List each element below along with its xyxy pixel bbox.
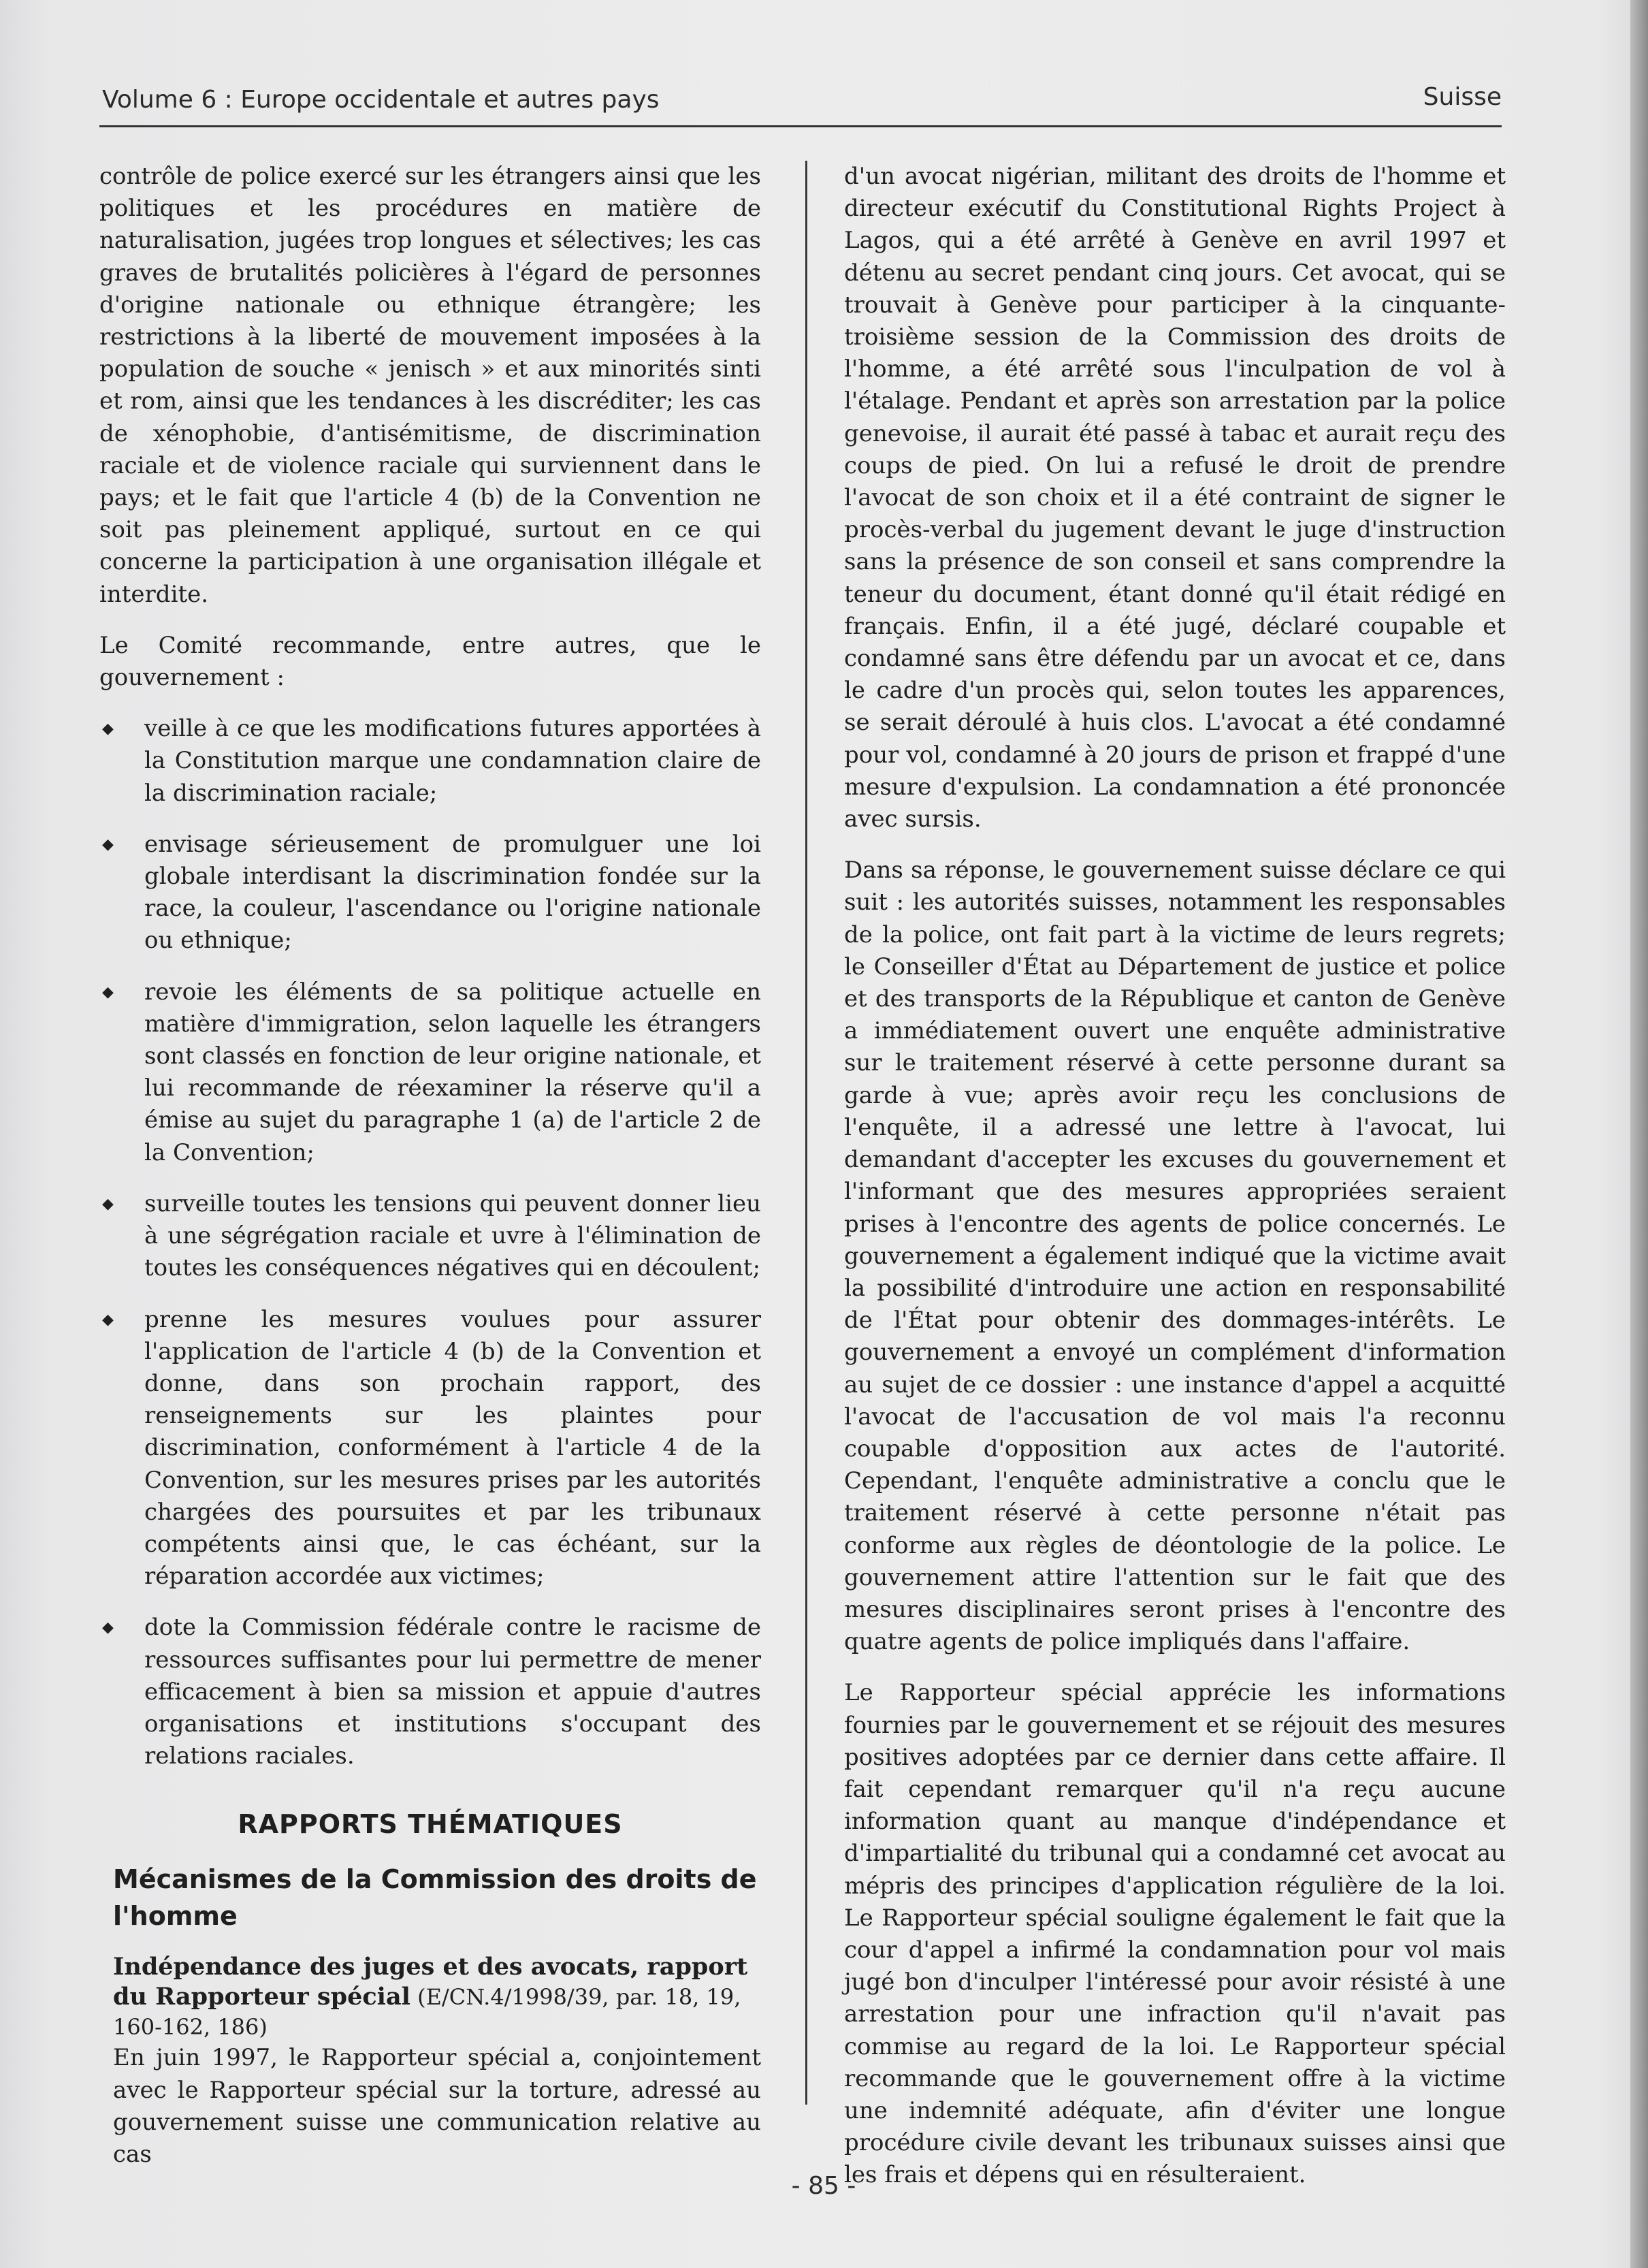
list-item-text: prenne les mesures voulues pour assurer l'application de l'article 4 (b) de la Convention et donne, dans son prochain rapport, des renseignements sur les plaintes pour discrimination, conformément à l'article 4 de la Convention, sur les mesures prises par les autorités chargées des poursuites et par les tribunaux compétents ainsi que, le cas échéant, sur la réparation accordée aux victimes; (144, 1305, 761, 1591)
rapporteur-assessment-paragraph: Le Rapporteur spécial apprécie les informations fournies par le gouvernement et se réjouit des mesures positives adoptées par ce dernier dans cette affaire. Il fait cependant remarquer qu'il n'a reçu aucune information quant au manque d'indépendance et d'impartialité du tribunal qui a condamné cet avocat au mépris des principes d'application régulière de la loi. Le Rapporteur spécial souligne également le fait que la cour d'appel a infirmé la condamnation pour vol mais jugé bon d'inculper l'intéressé pour avoir résisté à une arrestation pour une infraction qu'il n'avait pas commise au regard de la loi. Le Rapporteur spécial recommande que le gouvernement offre à la victime une indemnité adéquate, afin d'éviter une longue procédure civile devant les tribunaux suisses ainsi que les frais et dépens qui en résulteraient. (844, 1679, 1506, 2189)
report-paragraph: En juin 1997, le Rapporteur spécial a, conjointement avec le Rapporteur spécial sur la torture, adressé au gouvernement suisse une communication relative au cas (113, 2044, 761, 2168)
government-response-paragraph: Dans sa réponse, le gouvernement suisse déclare ce qui suit : les autorités suisses, notamment les responsables de la police, ont fait part à la victime de leurs regrets; le Conseiller d'État au Département de justice et police et des transports de la République et canton de Genève a immédiatement ouvert une enquête administrative sur le traitement réservé à cette personne durant sa garde à vue; après avoir reçu les conclusions de l'enquête, il a adressé une lettre à l'avocat, lui demandant d'accepter les excuses du gouvernement et l'informant que des mesures appropriées seraient prises à l'encontre des agents de police concernés. Le gouvernement a également indiqué que la victime avait la possibilité d'introduire une action en responsabilité de l'État pour obtenir des dommages-intérêts. Le gouvernement a envoyé un complément d'information au sujet de ce dossier : une instance d'appel a acquitté l'avocat de l'accusation de vol mais l'a reconnu coupable d'opposition aux actes de l'autorité. Cependant, l'enquête administrative a conclu que le traitement réservé à cette personne n'était pas conforme aux règles de déontologie de la police. Le gouvernement attire l'attention sur le fait que des mesures disciplinaires seront prises à l'encontre des quatre agents de police impliqués dans l'affaire. (844, 857, 1506, 1656)
report-reference: (E/CN.4/1998/39, par. 18, 19, 160-162, 186) (113, 1984, 741, 2041)
list-item-text: envisage sérieusement de promulguer une loi globale interdisant la discrimination fondée sur la race, la couleur, l'ascendance ou l'origine nationale ou ethnique; (144, 830, 761, 955)
list-item (99, 1304, 761, 1593)
intro-paragraph: contrôle de police exercé sur les étrangers ainsi que les politiques et les procédures en matière de naturalisation, jugées trop longues et sélectives; les cas graves de brutalités policières à l'égard de personnes d'origine nationale ou ethnique étrangère; les restrictions à la liberté de mouvement imposées à la population de souche « jenisch » et aux minorités sinti et rom, ainsi que les tendances à les discréditer; les cas de xénophobie, d'antisémitisme, de discrimination raciale et de violence raciale qui surviennent dans le pays; et le fait que l'article 4 (b) de la Convention ne soit pas pleinement appliqué, surtout en ce qui concerne la participation à une organisation illégale et interdite. (99, 163, 761, 608)
page-edge-shadow (1630, 0, 1648, 2268)
right-column (844, 161, 1506, 2211)
header-country: Suisse (1423, 83, 1502, 111)
report-heading (113, 1952, 761, 2042)
running-header (99, 80, 1502, 127)
list-item (99, 1612, 761, 1772)
list-item (99, 829, 761, 957)
recommendation-intro: Le Comité recommande, entre autres, que le gouvernement : (99, 631, 761, 692)
page-number: - 85 - (791, 2172, 856, 2200)
column-divider (805, 161, 807, 2105)
list-item-text: dote la Commission fédérale contre le racisme de ressources suffisantes pour lui permettre de mener efficacement à bien sa mission et appuie d'autres organisations et institutions s'occupant des relations raciales. (144, 1614, 761, 1770)
recommendation-list (99, 713, 761, 1772)
list-item-text: veille à ce que les modifications futures apportées à la Constitution marque une condamnation claire de la discrimination raciale; (144, 715, 761, 807)
case-paragraph: d'un avocat nigérian, militant des droits de l'homme et directeur exécutif du Constitutional Rights Project à Lagos, qui a été arrêté à Genève en avril 1997 et détenu au secret pendant cinq jours. Cet avocat, qui se trouvait à Genève pour participer à la cinquante-troisième session de la Commission des droits de l'homme, a été arrêté sous l'inculpation de vol à l'étalage. Pendant et après son arrestation par la police genevoise, il aurait été passé à tabac et aurait reçu des coups de pied. On lui a refusé le droit de prendre l'avocat de son choix et il a été contraint de signer le procès-verbal du jugement devant le juge d'instruction sans la présence de son conseil et sans comprendre la teneur du document, étant donné qu'il était rédigé en français. Enfin, il a été jugé, déclaré coupable et condamné sans être défendu par un avocat et ce, dans le cadre d'un procès qui, selon toutes les apparences, se serait déroulé à huis clos. L'avocat a été condamné pour vol, condamné à 20 jours de prison et frappé d'une mesure d'expulsion. La condamnation a été prononcée avec sursis. (844, 163, 1506, 833)
list-item (99, 1188, 761, 1285)
diamond-bullet-icon: ◆ (102, 1619, 114, 1637)
diamond-bullet-icon: ◆ (102, 720, 114, 738)
header-volume-title: Volume 6 : Europe occidentale et autres pays (102, 86, 660, 114)
subheading: Mécanismes de la Commission des droits de l'homme (113, 1864, 757, 1932)
diamond-bullet-icon: ◆ (102, 1195, 114, 1213)
left-column (99, 161, 761, 2190)
diamond-bullet-icon: ◆ (102, 835, 114, 853)
list-item (99, 713, 761, 810)
list-item-text: surveille toutes les tensions qui peuvent donner lieu à une ségrégation raciale et uvre à l'élimination de toutes les conséquences négatives qui en découlent; (144, 1189, 761, 1282)
diamond-bullet-icon: ◆ (102, 1311, 114, 1328)
list-item (99, 976, 761, 1169)
report-title: Indépendance des juges et des avocats, rapport du Rapporteur spécial (113, 1953, 748, 2011)
list-item-text: revoie les éléments de sa politique actuelle en matière d'immigration, selon laquelle les étrangers sont classés en fonction de leur origine nationale, et lui recommande de réexaminer la réserve qu'il a émise au sujet du paragraphe 1 (a) de l'article 2 de la Convention; (144, 978, 761, 1166)
section-title: RAPPORTS THÉMATIQUES (238, 1809, 623, 1840)
diamond-bullet-icon: ◆ (102, 983, 114, 1001)
